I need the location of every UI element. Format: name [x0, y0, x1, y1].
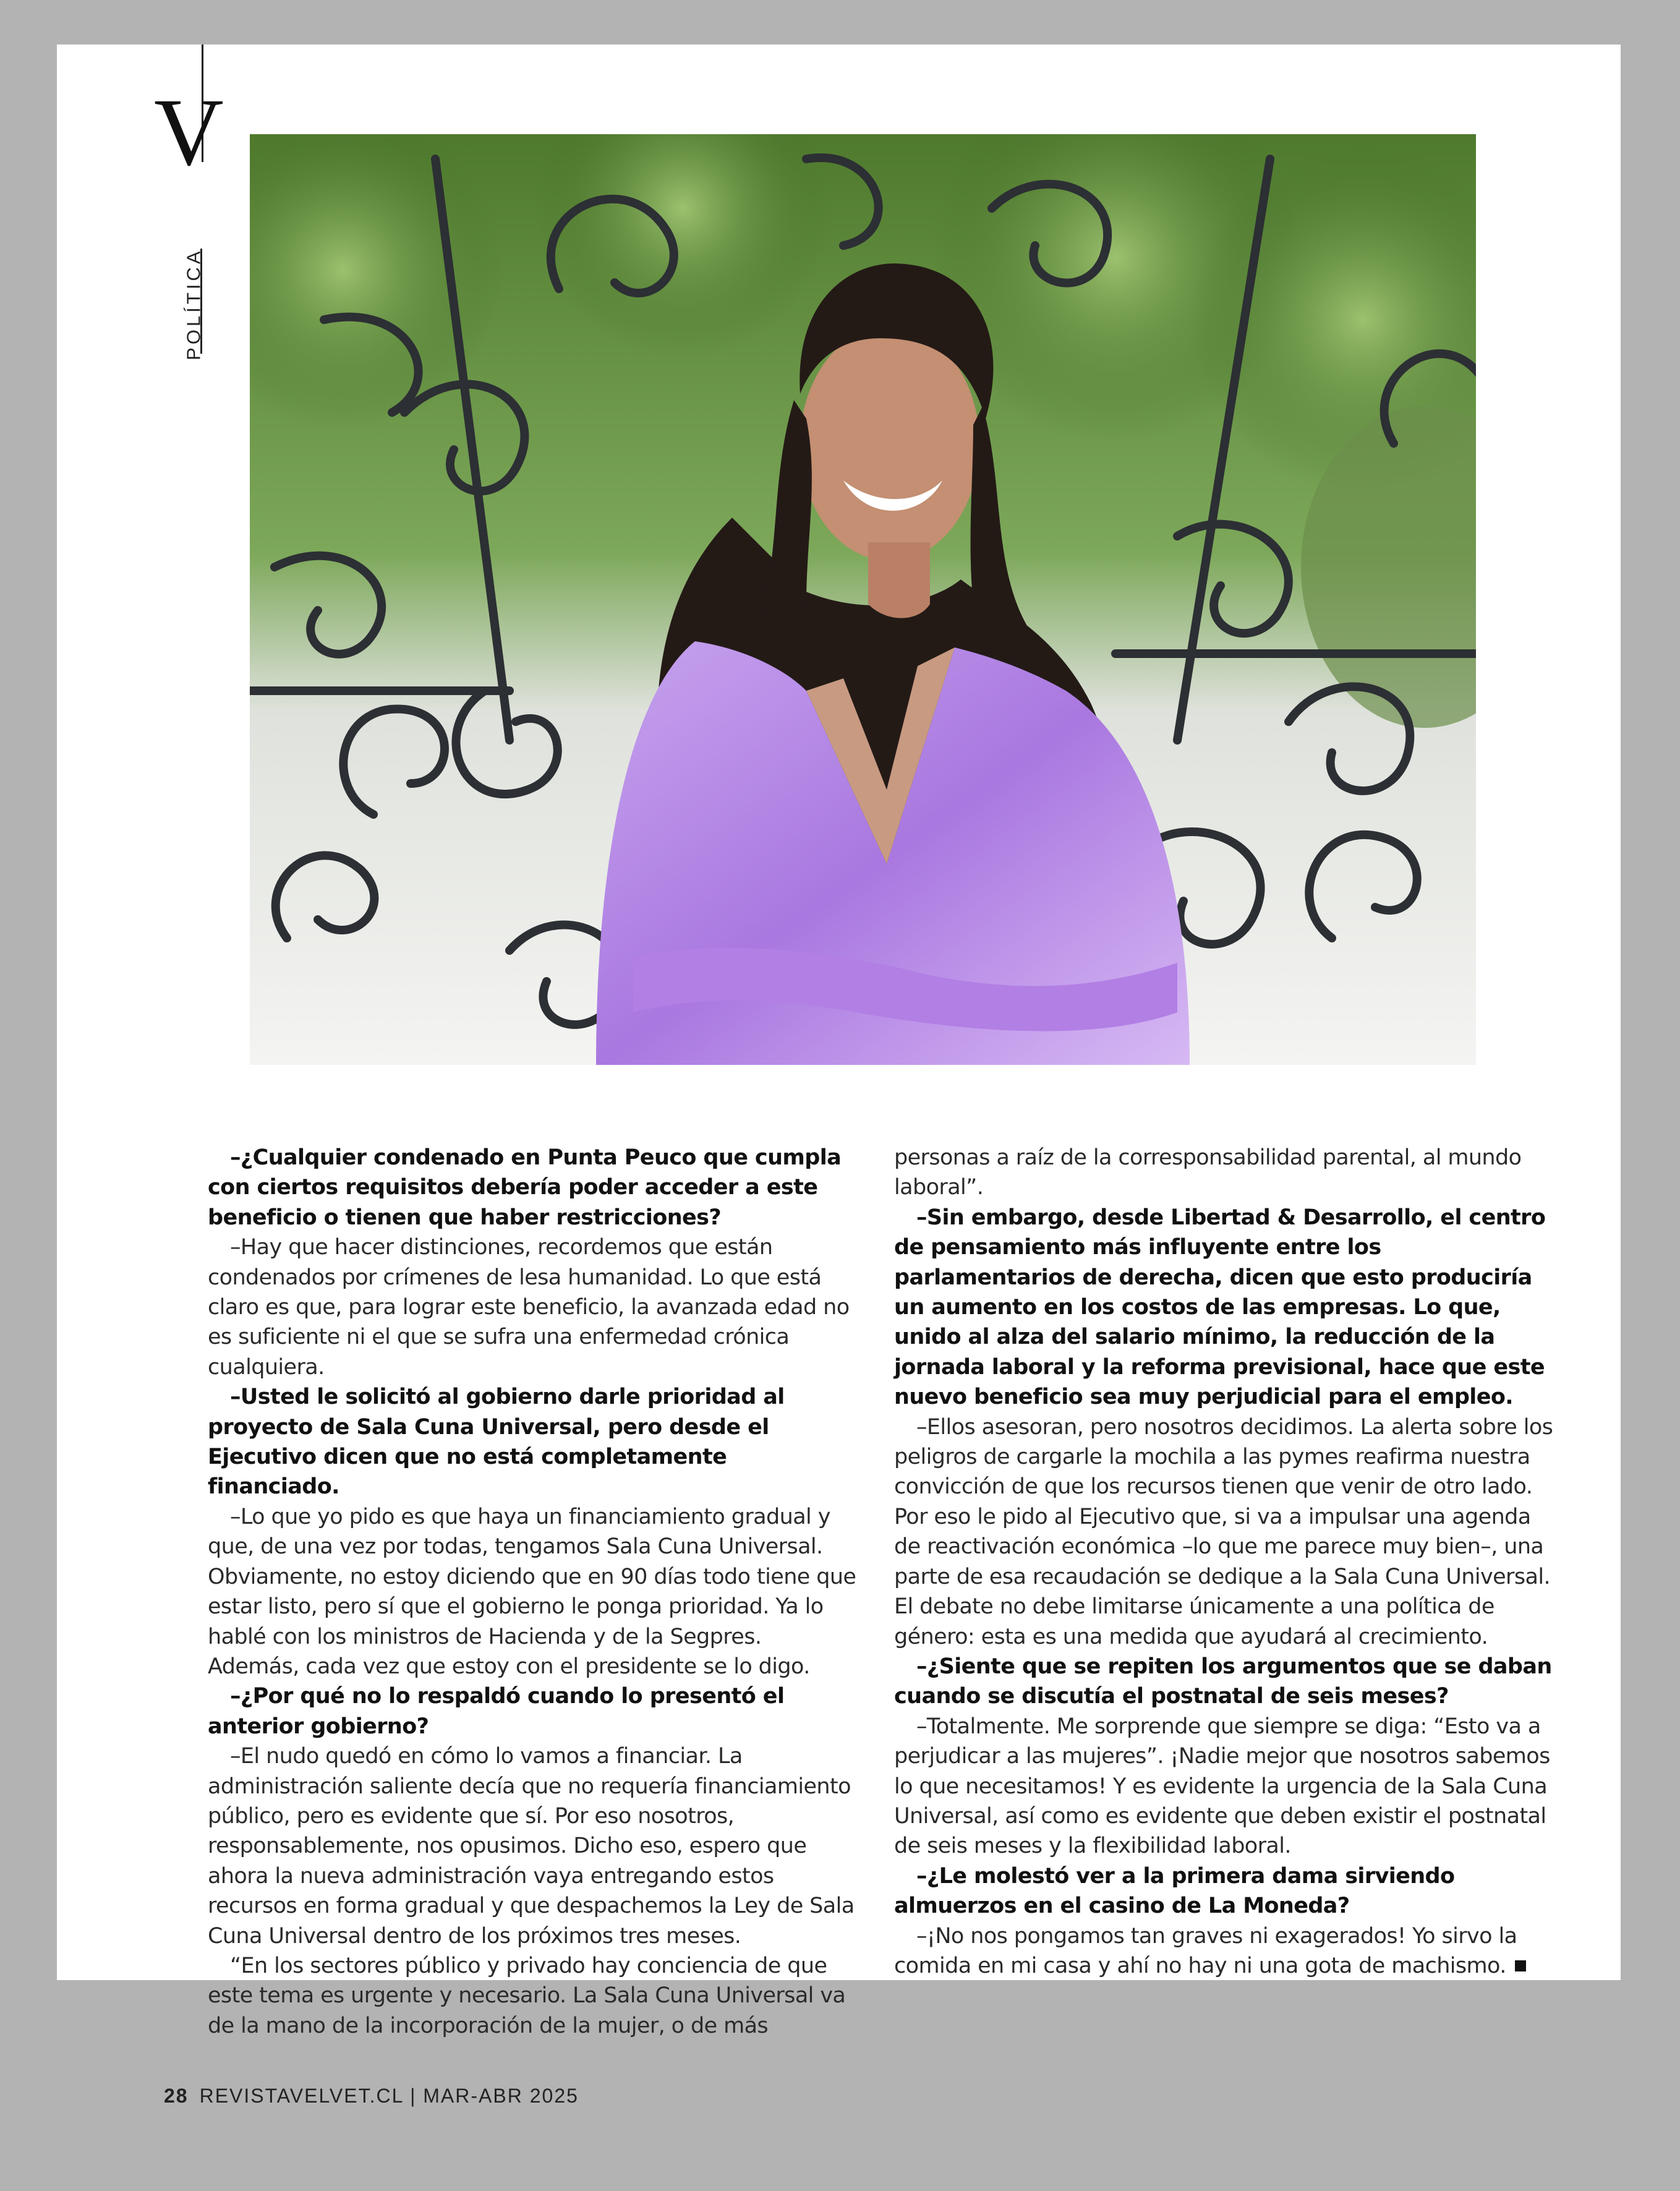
portrait-photo	[250, 134, 1476, 1065]
answer-4: –Ellos asesoran, pero nosotros decidimos. La alerta sobre los peligros de cargarle la mochila a las pymes reafirma nuestra convicción de que los recursos tienen que venir de otro lado. Por eso le pido al Ejecutivo que, si va a impulsar una agenda de reactivación económica –lo que me parece muy bien–, una parte de esa recaudación se dedique a la Sala Cuna Universal. El debate no debe limitarse únicamente a una política de género: esta es una medida que ayudará al crecimiento.	[894, 1414, 1553, 1649]
page-number: 28	[164, 2085, 189, 2107]
magazine-page	[57, 45, 1621, 2038]
answer-6-text: –¡No nos pongamos tan graves ni exagerados! Yo sirvo la comida en mi casa y ahí no hay ni una gota de machismo.	[894, 1923, 1517, 1978]
article-column-left	[208, 1143, 857, 2041]
publication-info: REVISTAVELVET.CL | MAR-ABR 2025	[199, 2085, 579, 2107]
section-label: POLÍTICA	[183, 248, 205, 361]
question-5: –¿Siente que se repiten los argumentos que se daban cuando se discutía el postnatal de seis meses?	[894, 1654, 1552, 1709]
answer-6	[894, 1921, 1556, 1981]
page-footer	[164, 2085, 579, 2108]
answer-3: –El nudo quedó en cómo lo vamos a financiar. La administración saliente decía que no requería financiamiento público, pero es evidente que sí. Por eso nosotros, responsablemente, nos opusimos. Dicho eso, espero que ahora la nueva administración vaya entregando estos recursos en forma gradual y que despachemos la Ley de Sala Cuna Universal dentro de los próximos tres meses.	[208, 1744, 855, 1949]
answer-1: –Hay que hacer distinciones, recordemos que están condenados por crímenes de lesa humanidad. Lo que está claro es que, para lograr este beneficio, la avanzada edad no es suficiente ni el que se sufra una enfermedad crónica cualquiera.	[208, 1235, 850, 1380]
question-6: –¿Le molestó ver a la primera dama sirviendo almuerzos en el casino de La Moneda?	[894, 1863, 1455, 1919]
answer-2: –Lo que yo pido es que haya un financiamiento gradual y que, de una vez por todas, tengamos Sala Cuna Universal. Obviamente, no estoy diciendo que en 90 días todo tiene que estar listo, pero sí que el gobierno le ponga prioridad. Ya lo hablé con los ministros de Hacienda y de la Segpres. Además, cada vez que estoy con el presidente se lo digo.	[208, 1504, 856, 1679]
question-2: –Usted le solicitó al gobierno darle prioridad al proyecto de Sala Cuna Universal, pero desde el Ejecutivo dicen que no está completamente financiado.	[208, 1385, 785, 1500]
question-1: –¿Cualquier condenado en Punta Peuco que cumpla con ciertos requisitos debería poder acceder a este beneficio o tienen que haber restricciones?	[208, 1145, 842, 1230]
question-4: –Sin embargo, desde Libertad & Desarrollo, el centro de pensamiento más influyente entre los parlamentarios de derecha, dicen que esto produciría un aumento en los costos de las empresas. Lo que, unido al alza del salario mínimo, la reducción de la jornada laboral y la reforma previsional, hace que este nuevo beneficio sea muy perjudicial para el empleo.	[894, 1205, 1546, 1410]
portrait-photo-icon	[250, 134, 1476, 1065]
end-mark-icon	[1515, 1960, 1526, 1971]
answer-3-quote: “En los sectores público y privado hay conciencia de que este tema es urgente y necesario. La Sala Cuna Universal va de la mano de la incorporación de la mujer, o de más	[208, 1953, 846, 2038]
question-3: –¿Por qué no lo respaldó cuando lo presentó el anterior gobierno?	[208, 1684, 785, 1739]
answer-3-continued: personas a raíz de la corresponsabilidad parental, al mundo laboral”.	[894, 1145, 1522, 1200]
article-column-right	[894, 1143, 1556, 1981]
answer-5: –Totalmente. Me sorprende que siempre se diga: “Esto va a perjudicar a las mujeres”. ¡Nadie mejor que nosotros sabemos lo que necesitamos! Y es evidente la urgencia de la Sala Cuna Universal, así como es evidente que deben existir el postnatal de seis meses y la flexibilidad laboral.	[894, 1714, 1550, 1859]
magazine-logo: V	[154, 79, 224, 186]
